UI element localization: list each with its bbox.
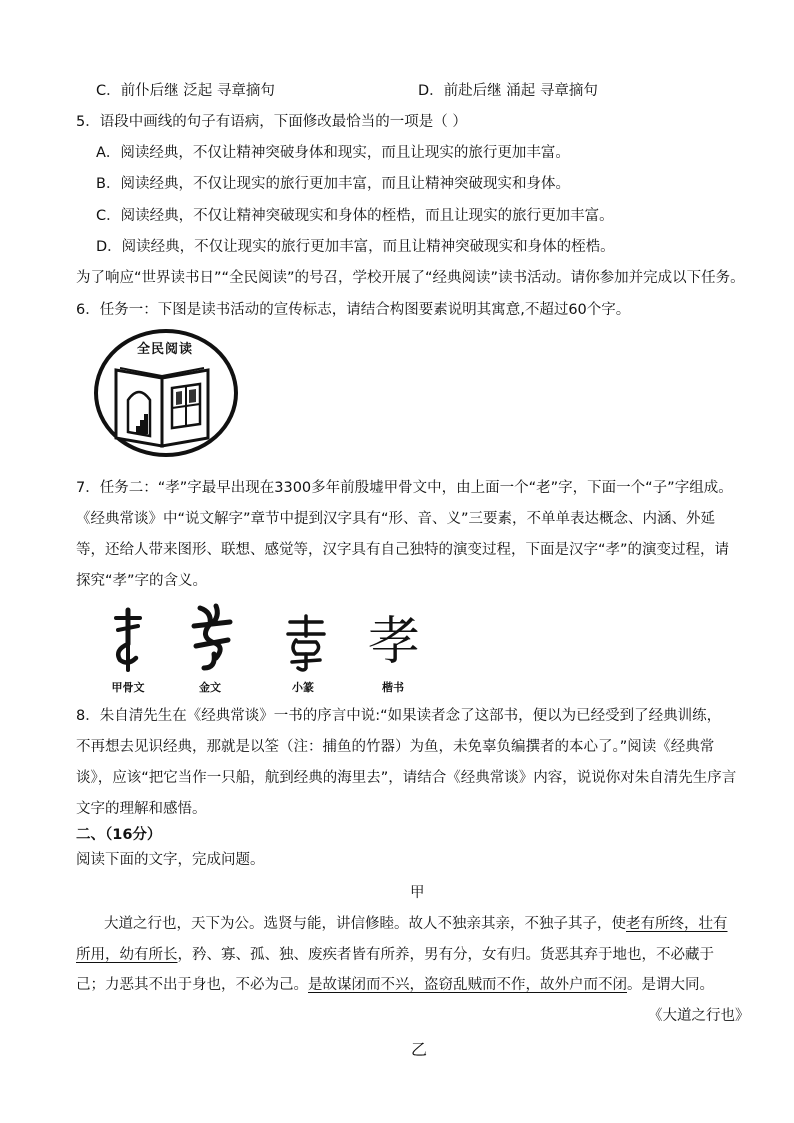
passage-text: 大道之行也，天下为公。选贤与能，讲信修睦。故人不独亲其亲，不独子其子，使 xyxy=(104,916,626,932)
section-2-instruction: 阅读下面的文字，完成问题。 xyxy=(76,852,265,868)
passage-jia-line-2 xyxy=(76,945,714,965)
passage-yi-label: 乙 xyxy=(411,1040,428,1059)
bronze-xiao-glyph xyxy=(186,602,238,674)
q7-line-1: 7．任务二：“孝”字最早出现在3300多年前殷墟甲骨文中，由上面一个“老”字，下面一个“子”字组成。 xyxy=(76,480,733,496)
regular-script-xiao-glyph: 孝 xyxy=(367,612,420,672)
section-2-heading: 二、（16分） xyxy=(76,827,162,843)
q8-line-1: 8．朱自清先生在《经典常谈》一书的序言中说:“如果读者念了这部书，便以为已经受到了经典训练， xyxy=(76,708,722,724)
label-oracle-bone: 甲骨文 xyxy=(111,681,145,694)
q4-option-c: C．前仆后继 泛起 寻章摘句 xyxy=(96,83,275,99)
q5-option-c: C．阅读经典，不仅让精神突破现实和身体的桎梏，而且让现实的旅行更加丰富。 xyxy=(96,208,614,224)
q8-line-2: 不再想去见识经典，那就是以筌（注：捕鱼的竹器）为鱼，未免辜负编撰者的本心了。”阅读《经典常 xyxy=(76,739,715,755)
q4-option-d: D．前赴后继 涌起 寻章摘句 xyxy=(418,83,598,99)
reading-logo xyxy=(92,328,242,458)
oracle-bone-xiao-glyph xyxy=(106,604,150,674)
label-bronze: 金文 xyxy=(199,681,221,694)
q5-stem: 5．语段中画线的句子有语病，下面修改最恰当的一项是（ ） xyxy=(76,114,467,130)
passage-text: 己；力恶其不出于身也，不必为己。 xyxy=(76,977,308,993)
passage-jia-line-1 xyxy=(104,914,728,934)
passage-jia-label: 甲 xyxy=(410,885,425,901)
label-small-seal: 小篆 xyxy=(292,681,314,694)
underlined-phrase: 所用，幼有所长 xyxy=(76,947,178,963)
q7-line-4: 探究“孝”字的含义。 xyxy=(76,573,208,589)
q5-option-a: A．阅读经典，不仅让精神突破身体和现实，而且让现实的旅行更加丰富。 xyxy=(96,145,570,161)
underlined-phrase: 老有所终，壮有 xyxy=(626,916,728,932)
passage-jia-line-3 xyxy=(76,975,714,995)
logo-text: 全民阅读 xyxy=(136,342,193,357)
q7-line-3: 等，还给人带来图形、联想、感觉等，汉字具有自己独特的演变过程，下面是汉字“孝”的演变过程，请 xyxy=(76,542,730,558)
small-seal-xiao-glyph xyxy=(282,614,330,672)
label-regular-script: 楷书 xyxy=(382,681,404,694)
passage-text: 。是谓大同。 xyxy=(627,977,714,993)
q5-option-d: D．阅读经典，不仅让现实的旅行更加丰富，而且让精神突破现实和身体的桎梏。 xyxy=(96,239,615,255)
q5-option-b: B．阅读经典，不仅让现实的旅行更加丰富，而且让精神突破现实和身体。 xyxy=(96,176,570,192)
underlined-sentence: 是故谋闭而不兴，盗窃乱贼而不作，故外户而不闭 xyxy=(308,977,627,993)
q8-line-4: 文字的理解和感悟。 xyxy=(76,801,207,817)
q6-stem: 6．任务一：下图是读书活动的宣传标志，请结合构图要素说明其寓意,不超过60个字。 xyxy=(76,302,631,318)
q8-line-3: 谈》，应该“把它当作一只船，航到经典的海里去”，请结合《经典常谈》内容，说说你对朱自清先生序言 xyxy=(76,770,737,786)
activity-intro: 为了响应“世界读书日”“全民阅读”的号召，学校开展了“经典阅读”读书活动。请你参加并完成以下任务。 xyxy=(76,270,745,286)
passage-source: 《大道之行也》 xyxy=(648,1008,750,1024)
passage-text: ，矜、寡、孤、独、废疾者皆有所养，男有分，女有归。货恶其弃于地也，不必藏于 xyxy=(177,947,714,963)
q7-line-2: 《经典常谈》中“说文解字”章节中提到汉字具有“形、音、义”三要素，不单单表达概念、内涵、外延 xyxy=(76,511,716,527)
